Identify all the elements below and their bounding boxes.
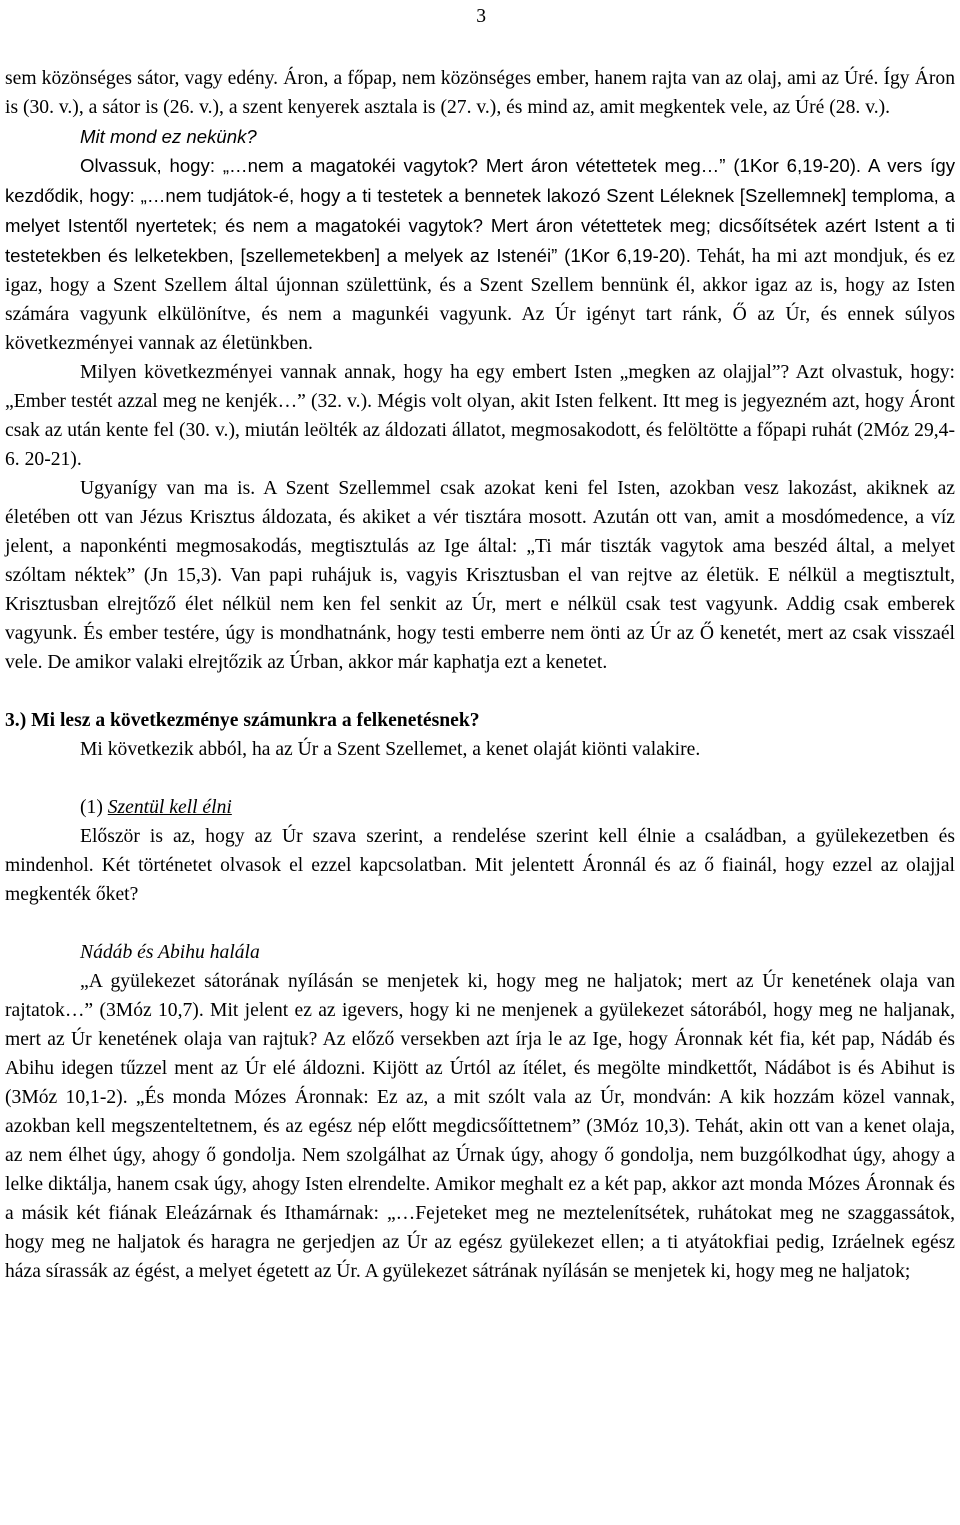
page-number: 3 [476,6,486,27]
paragraph-tabernacle: sem közönséges sátor, vagy edény. Áron, a főpap, nem közönséges ember, hanem rajta van az olaj, ami az Úré. Így Áron is (30. v.), a sátor is (26. v.), a szent kenyerek asztala is (27. v.), és mind az, amit megkentek vele, az Úré (28. v.). [5,68,955,118]
subsection-title [5,793,955,822]
verse-quote: A vers így kezdődik, hogy: „…nem tudjátok-é, hogy a ti testetek a bennetek lakozó Szent Léleknek [Szellemnek] temploma, a melyet Istentől nyertetek; és nem a magatokéi vagytok? Mert áron vétettetek meg; dicsőítsétek azért Istent a ti testetekben és lelketekben, [szellemetekben] a melyek az Istenéi” (1Kor 6,19-20). [5,155,955,266]
section-subheading: Mi következik abból, ha az Úr a Szent Szellemet, a kenet olaját kiönti valakire. [80,739,701,760]
paragraph-anointing: Milyen következményei vannak annak, hogy ha egy embert Isten „megken az olajjal”? Azt olvastuk, hogy: „Ember testét azzal meg ne kenjék…” (32. v.). Mégis volt olyan, akit Isten felkent. Itt meg is jegyezném azt, hogy Áront csak az után kente fel (30. v.), miután leölték az áldozati állatot, megmosakodott, és felöltötte a főpapi ruhát (2Móz 29,4-6. 20-21). [5,362,955,470]
section-heading: 3.) Mi lesz a következménye számunkra a felkenetésnek? [5,710,480,731]
subsection-title-text: Szentül kell élni [107,797,232,818]
paragraph-today: Ugyanígy van ma is. A Szent Szellemmel csak azokat keni fel Isten, azokban vesz lakozást, akiknek az életében ott van Jézus Krisztus áldozata, és akiket a vér tisztára mosott. Azután ott van, amit a mosdómedence, a víz jelent, a naponkénti megmosakodás, megtisztulás az Ige által: „Ti már tiszták vagytok ama beszéd által, a melyet szóltam néktek” (Jn 15,3). Van papi ruhájuk is, vagyis Krisztusban el van rejtve az életük. E nélkül a megtisztult, Krisztusban elrejtőző élet nélkül nem ken fel senkit az Úr, mert e nélkül csak test vagyunk. Addig csak emberek vagyunk. És ember testére, úgy is mondhatnánk, hogy testi emberre nem önti az Úr az Ő kenetét, mert az csak visszaél vele. De amikor valaki elrejtőzik az Úrban, akkor már kaphatja ezt a kenetet. [5,478,955,673]
question-text: Mit mond ez nekünk? [80,126,257,147]
paragraph-holy-living: Először is az, hogy az Úr szava szerint, a rendelése szerint kell élnie a családban, a gyülekezetben és mindenhol. Két történetet olvasok el ezzel kapcsolatban. Mit jelentett Áronnál és az ő fiainál, hogy ezzel az olajjal megkenték őket? [5,826,955,905]
subsection-number: (1) [80,797,108,818]
spacer [5,764,955,793]
spacer [5,677,955,706]
story-title: Nádáb és Abihu halála [80,942,260,963]
question-line [5,122,955,151]
read-intro: Olvassuk, hogy: „…nem a magatokéi vagytok? Mert áron vétettetek meg…” (1Kor 6,19-20). [80,155,862,176]
paragraph-scripture-rest: Tehát, ha mi azt mondjuk, és ez igaz, hogy a Szent Szellem által újonnan születtünk, és a Szent Szellem bennünk él, akkor igaz az is, hogy az Isten számára vagyunk elkülönítve, és nem a magunkéi vagyunk. Az Úr igényt tart ránk, Ő az Úr, és ennek súlyos következményei vannak az életünkben. [5,246,955,354]
spacer [5,909,955,938]
page-content [5,64,955,1286]
paragraph-nadab-abihu: „A gyülekezet sátorának nyílásán se menjetek ki, hogy meg ne haljatok; mert az Úr kenetének olaja van rajtatok…” (3Móz 10,7). Mit jelent ez az igevers, hogy ki ne menjenek a gyülekezet sátorából, hogy meg ne haljanak, mert az Úr kenetének olaja van rajtuk? Az előző versekben azt írja le az Ige, hogy Áronnak két fia, két pap, Nádáb és Abihu idegen tűzzel ment az Úr elé áldozni. Kijött az Úrtól az ítélet, és megölte mindkettőt, Nádábot is és Abihut is (3Móz 10,1-2). „És monda Mózes Áronnak: Ez az, a mit szólt vala az Úr, mondván: A kik hozzám közel vannak, azokban kell megszenteltetnem, és az egész nép előtt megdicsőíttetnem” (3Móz 10,3). Tehát, akin ott van a kenet olaja, az nem élhet úgy, ahogy ő gondolja. Nem szolgálhat az Úrnak úgy, ahogy ő gondolja, nem buzgólkodhat úgy, ahogy a lelke diktálja, hanem csak úgy, ahogy Isten elrendelte. Amikor meghalt ez a két pap, akkor azt monda Mózes Áronnak és a másik két fiának Eleázárnak és Ithamárnak: „…Fejeteket meg ne meztelenítsétek, ruhátokat meg ne szaggassátok, hogy meg ne haljatok és haragra ne gerjedjen az Úr az egész gyülekezet ellen; a ti atyátokfiai pedig, Izráelnek egész háza sírassák az égést, a melyet égetett az Úr. A gyülekezet sátrának nyílásán se menjetek ki, hogy meg ne haljatok; [5,971,955,1282]
paragraph-scripture [5,151,955,358]
